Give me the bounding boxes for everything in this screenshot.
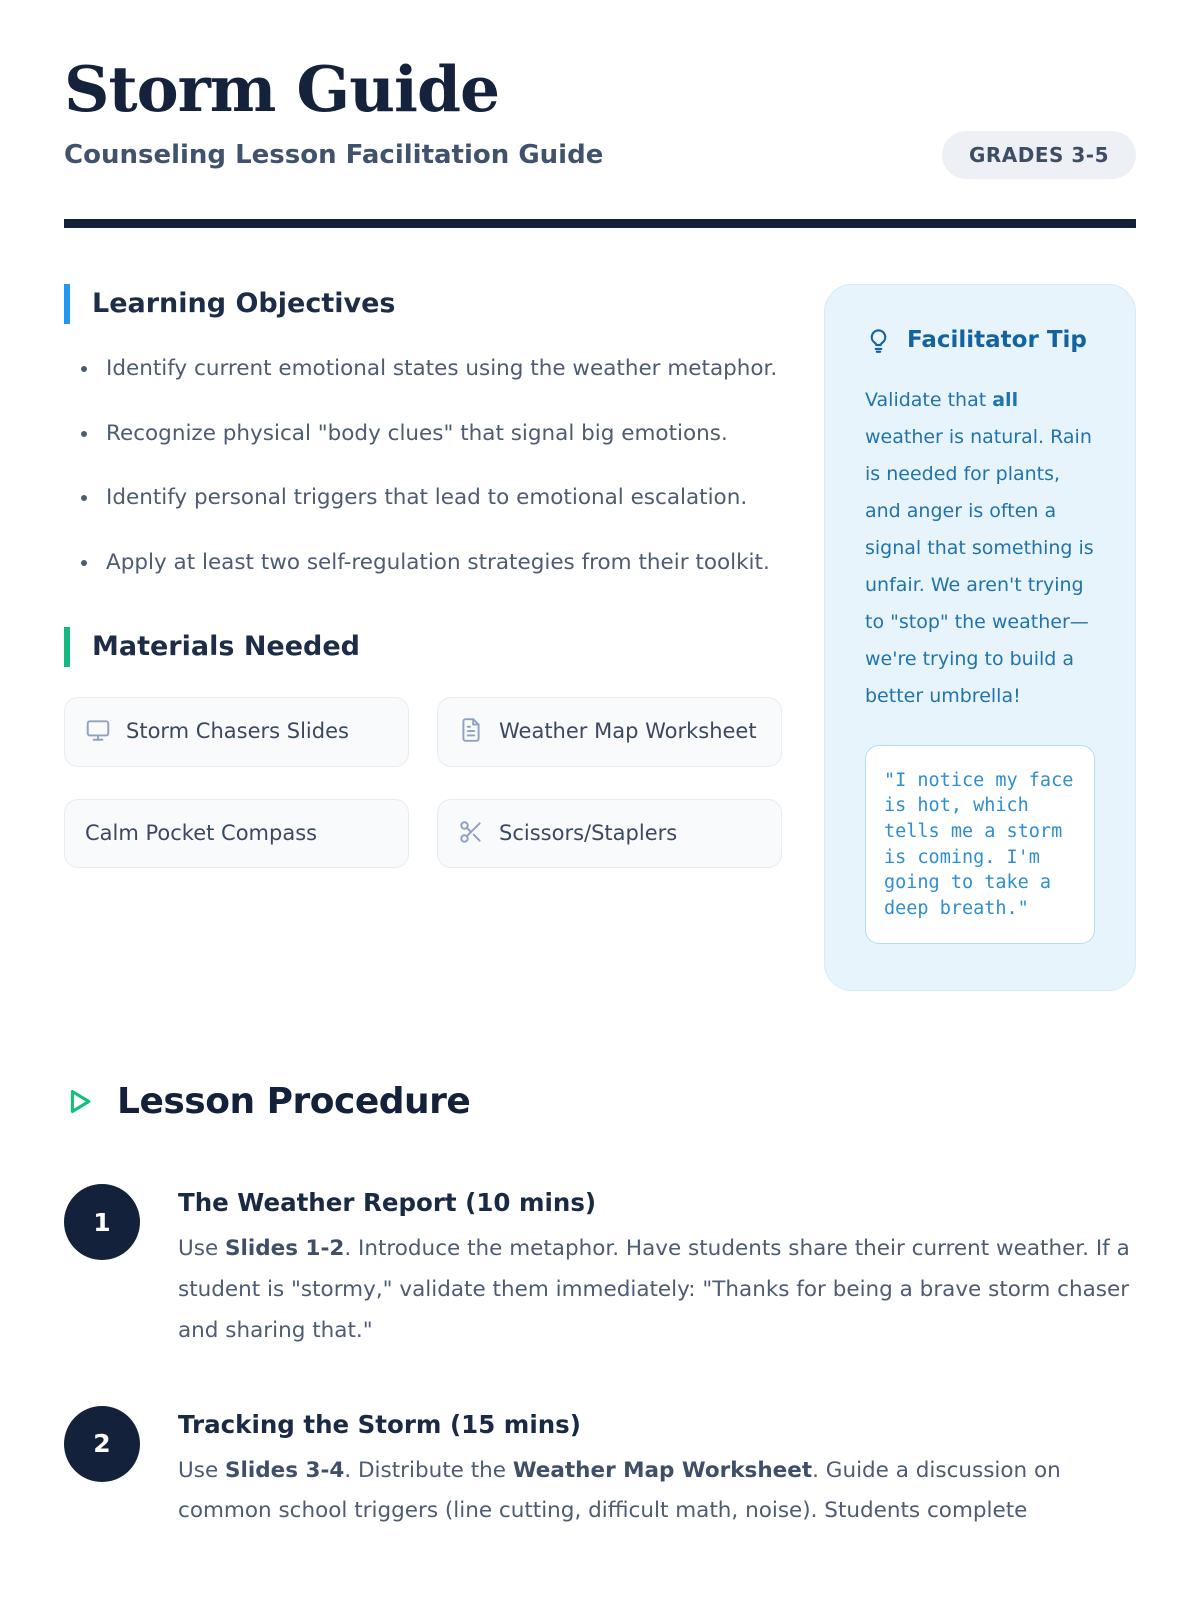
lightbulb-icon xyxy=(865,327,892,354)
play-icon xyxy=(64,1086,95,1117)
bold-text: all xyxy=(992,388,1019,411)
material-label: Calm Pocket Compass xyxy=(85,820,318,845)
materials-grid xyxy=(64,697,782,868)
material-card xyxy=(64,799,409,869)
text: . Introduce the metaphor. Have students share their current weather. If a student is "stormy," validate them immediately: "Thanks for being a brave storm chaser and sharing that." xyxy=(178,1236,1130,1343)
procedure-header xyxy=(64,1081,1136,1122)
text: . Distribute the xyxy=(344,1457,513,1483)
header-divider xyxy=(64,219,1136,228)
page-subtitle: Counseling Lesson Facilitation Guide xyxy=(64,139,604,170)
materials-heading: Materials Needed xyxy=(64,627,782,668)
text: Use xyxy=(178,1236,225,1262)
material-label: Scissors/Staplers xyxy=(499,820,678,845)
bold-text: Slides 1-2 xyxy=(225,1236,345,1262)
grade-badge: GRADES 3-5 xyxy=(942,131,1136,179)
text: weather is natural. Rain is needed for plants, and anger is often a signal that something is unfair. We aren't trying to "stop" the weather—we're trying to build a better umbrella! xyxy=(865,425,1094,707)
step-body xyxy=(178,1451,1136,1533)
objective-item: • Recognize physical "body clues" that signal big emotions. xyxy=(100,415,782,454)
header xyxy=(64,54,1136,228)
objective-item: • Identify personal triggers that lead to emotional escalation. xyxy=(100,479,782,518)
material-label: Storm Chasers Slides xyxy=(126,719,349,744)
scissors-icon xyxy=(458,819,484,845)
tip-header xyxy=(865,327,1095,354)
main-content xyxy=(64,284,1136,992)
objective-item: • Apply at least two self-regulation strategies from their toolkit. xyxy=(100,544,782,583)
text: Use xyxy=(178,1457,225,1483)
objectives-heading: Learning Objectives xyxy=(64,284,782,325)
lesson-procedure-section xyxy=(64,1081,1136,1532)
text: Validate that xyxy=(865,388,993,411)
step-content xyxy=(178,1184,1136,1352)
objective-item: • Identify current emotional states using the weather metaphor. xyxy=(100,350,782,389)
subtitle-row xyxy=(64,131,1136,179)
step-number-badge: 2 xyxy=(64,1406,140,1482)
bold-text: Slides 3-4 xyxy=(225,1457,345,1483)
material-card xyxy=(437,799,782,869)
material-card xyxy=(437,697,782,767)
tip-title: Facilitator Tip xyxy=(907,327,1087,354)
material-label: Weather Map Worksheet xyxy=(499,719,757,744)
facilitator-tip-card xyxy=(824,284,1136,992)
tip-quote: "I notice my face is hot, which tells me a storm is coming. I'm going to take a deep breath." xyxy=(865,745,1095,944)
step-body xyxy=(178,1229,1136,1352)
file-text-icon xyxy=(458,717,484,743)
monitor-icon xyxy=(85,717,111,743)
page-title: Storm Guide xyxy=(64,52,500,126)
step-content xyxy=(178,1406,1136,1533)
step-number-badge: 1 xyxy=(64,1184,140,1260)
step-title: The Weather Report (10 mins) xyxy=(178,1188,597,1218)
steps-list xyxy=(64,1184,1136,1532)
procedure-step xyxy=(64,1406,1136,1533)
step-title: Tracking the Storm (15 mins) xyxy=(178,1409,581,1439)
bold-text: Weather Map Worksheet xyxy=(512,1457,813,1483)
tip-body-text xyxy=(865,382,1095,715)
left-column xyxy=(64,284,782,992)
procedure-heading: Lesson Procedure xyxy=(117,1081,471,1123)
objectives-list xyxy=(64,350,782,583)
procedure-step xyxy=(64,1184,1136,1352)
material-card xyxy=(64,697,409,767)
text: . Guide a discussion on common school triggers (line cutting, difficult math, noise). Students complete xyxy=(178,1457,1061,1524)
